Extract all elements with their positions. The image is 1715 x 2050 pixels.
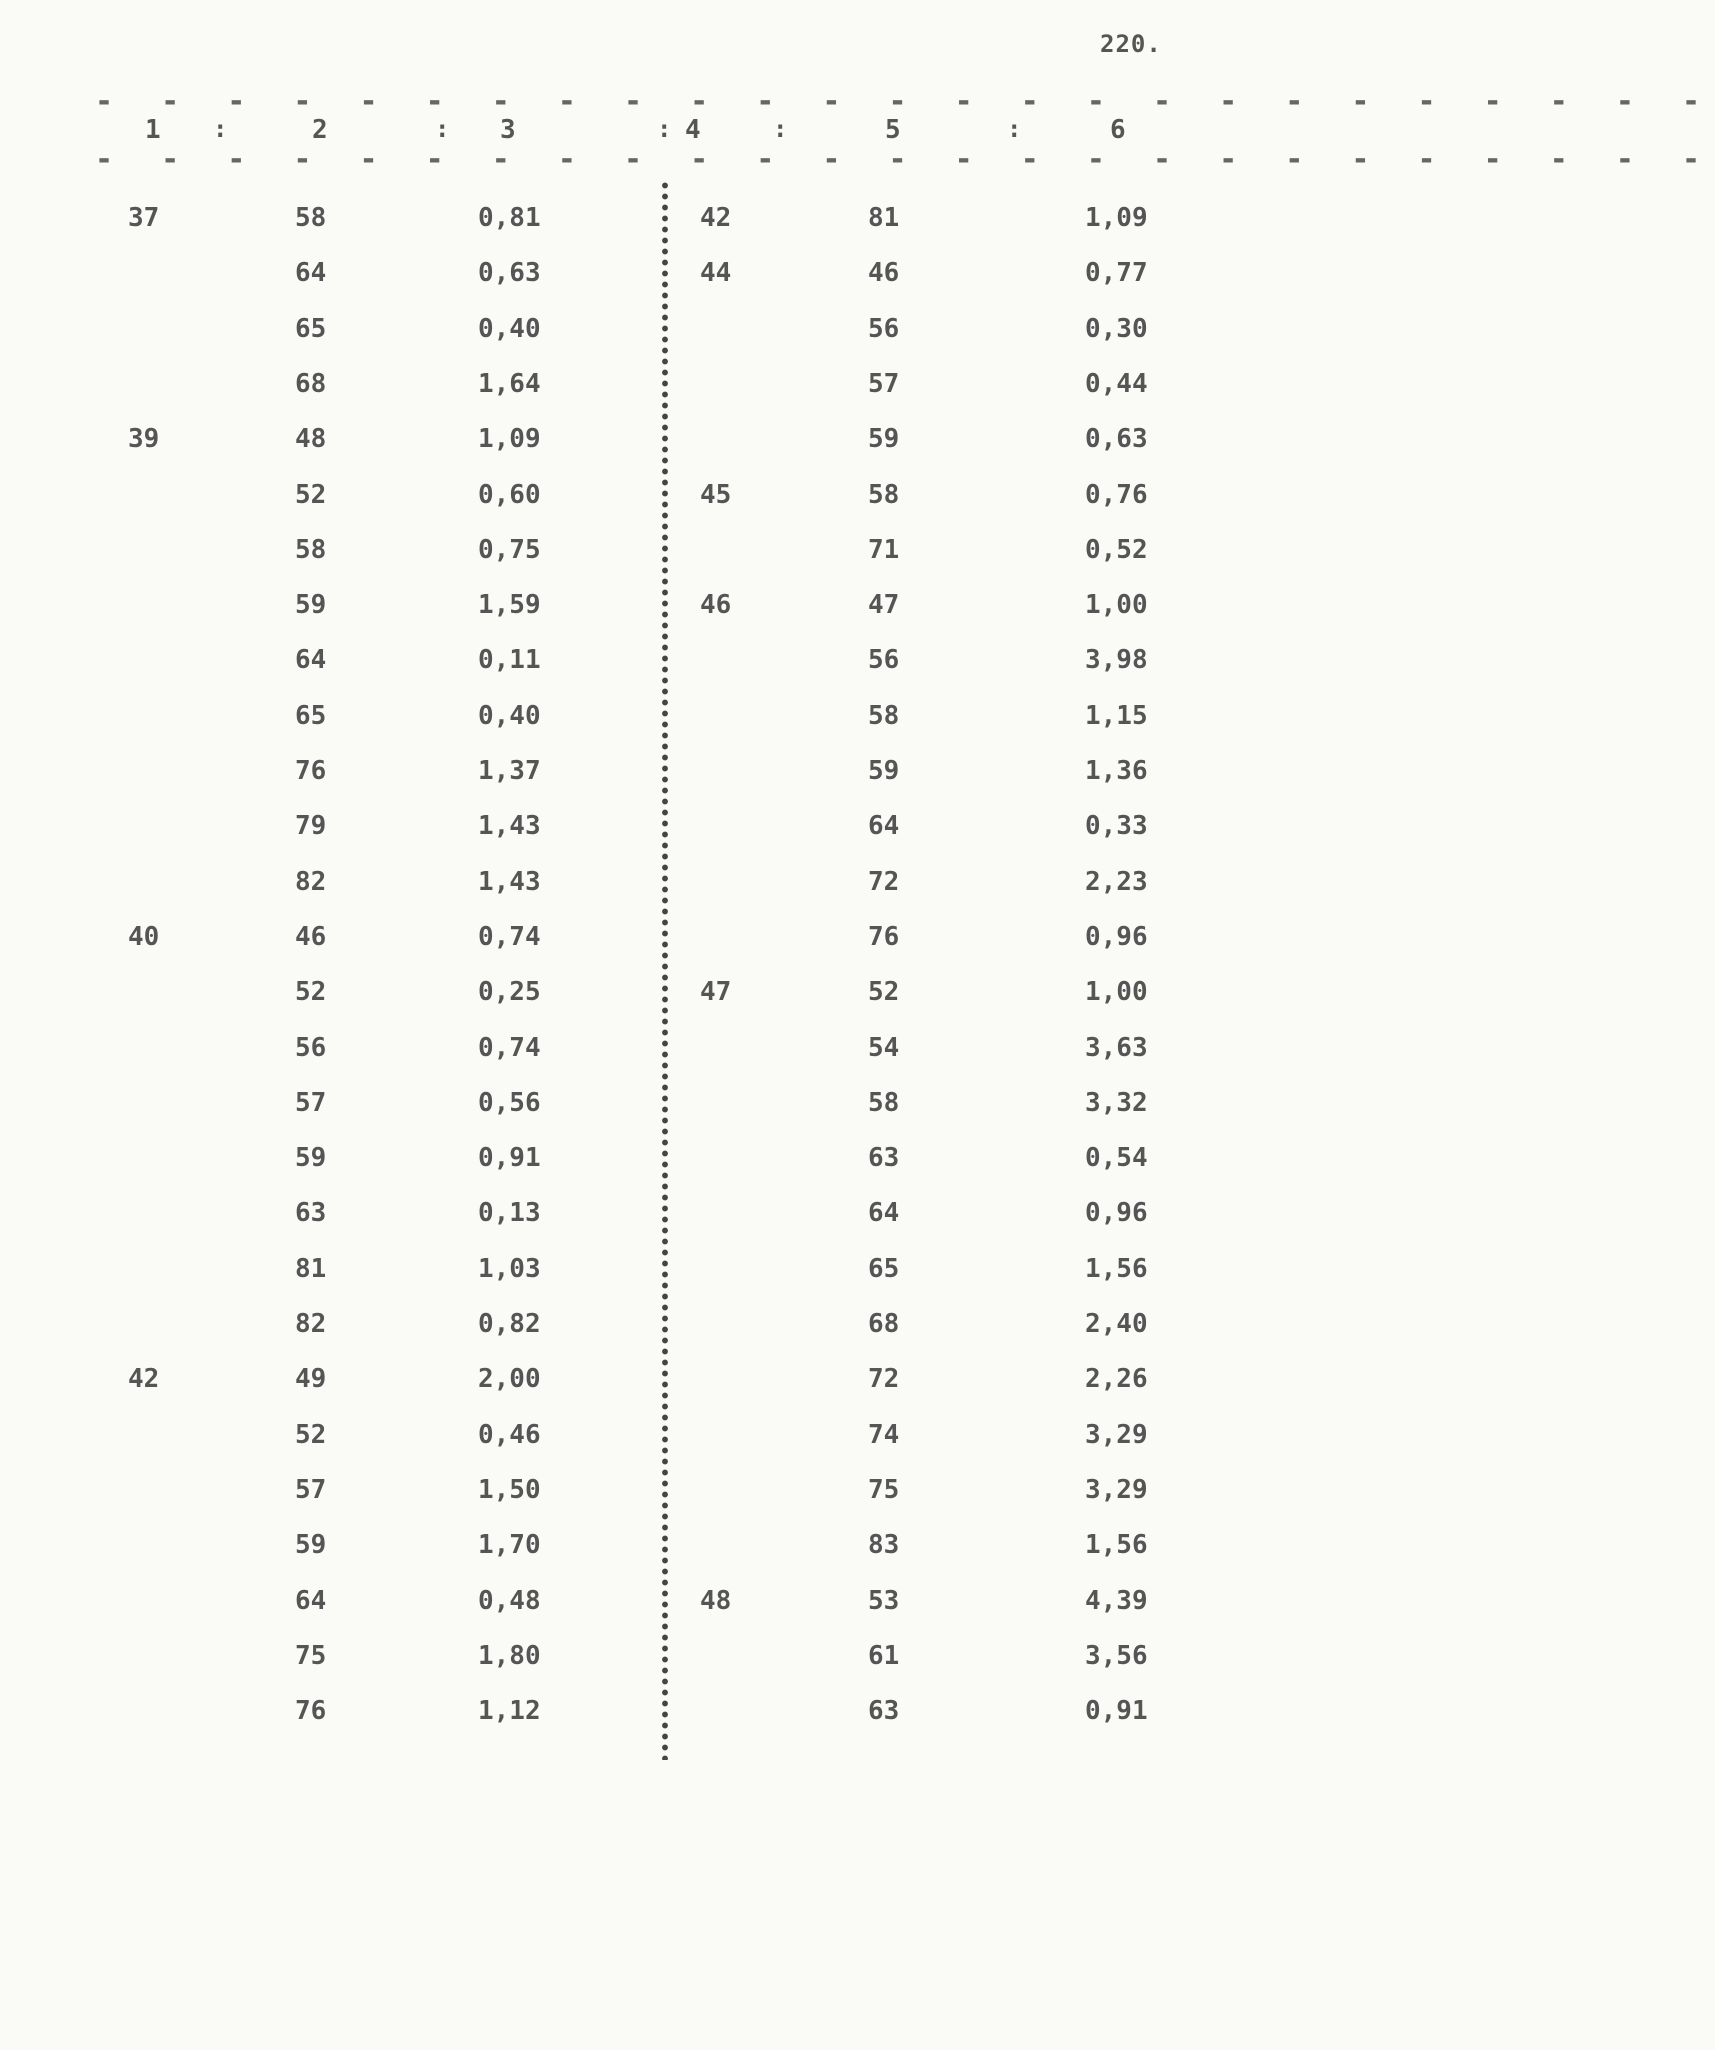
cell-col-2: 48 [295, 424, 327, 454]
cell-col-6: 1,09 [1085, 203, 1148, 233]
cell-col-5: 47 [868, 590, 900, 620]
cell-col-5: 63 [868, 1143, 900, 1173]
cell-col-3: 0,56 [478, 1088, 541, 1118]
cell-col-6: 3,29 [1085, 1420, 1148, 1450]
cell-col-5: 57 [868, 369, 900, 399]
table-row [0, 751, 1291, 791]
cell-col-3: 1,70 [478, 1530, 541, 1560]
cell-col-5: 76 [868, 922, 900, 952]
table-row [0, 1470, 1291, 1510]
header-col-6: 6 [1110, 115, 1126, 145]
cell-col-2: 57 [295, 1088, 327, 1118]
table-row [0, 806, 1291, 846]
table-row [0, 364, 1291, 404]
cell-col-6: 1,15 [1085, 701, 1148, 731]
cell-col-2: 56 [295, 1033, 327, 1063]
cell-col-5: 72 [868, 1364, 900, 1394]
cell-col-5: 63 [868, 1696, 900, 1726]
cell-col-6: 0,63 [1085, 424, 1148, 454]
table-row [0, 253, 1291, 293]
table-row [0, 696, 1291, 736]
cell-col-2: 82 [295, 867, 327, 897]
cell-col-5: 58 [868, 701, 900, 731]
header-separator: : [435, 115, 450, 143]
cell-col-2: 64 [295, 258, 327, 288]
header-top-rule: - - - - - - - - - - - - - - - - - - - - - - - - - [95, 84, 1715, 119]
cell-col-3: 1,64 [478, 369, 541, 399]
table-row [0, 1581, 1291, 1621]
table-row [0, 1415, 1291, 1455]
cell-col-2: 52 [295, 1420, 327, 1450]
cell-col-5: 52 [868, 977, 900, 1007]
header-separator: : [773, 115, 788, 143]
cell-col-2: 58 [295, 203, 327, 233]
cell-col-6: 1,36 [1085, 756, 1148, 786]
table-row [0, 1249, 1291, 1289]
table-row [0, 1028, 1291, 1068]
cell-col-1: 37 [128, 203, 160, 233]
cell-col-6: 3,29 [1085, 1475, 1148, 1505]
cell-col-2: 46 [295, 922, 327, 952]
table-row [0, 475, 1291, 515]
cell-col-3: 1,37 [478, 756, 541, 786]
cell-col-6: 0,91 [1085, 1696, 1148, 1726]
cell-col-4: 44 [700, 258, 732, 288]
header-col-2: 2 [312, 115, 328, 145]
cell-col-2: 81 [295, 1254, 327, 1284]
cell-col-3: 0,40 [478, 701, 541, 731]
cell-col-5: 59 [868, 756, 900, 786]
cell-col-4: 47 [700, 977, 732, 1007]
table-row [0, 640, 1291, 680]
cell-col-3: 1,03 [478, 1254, 541, 1284]
header-separator: : [213, 115, 228, 143]
cell-col-5: 83 [868, 1530, 900, 1560]
cell-col-6: 3,32 [1085, 1088, 1148, 1118]
header-separator: : [657, 115, 672, 143]
cell-col-3: 0,60 [478, 480, 541, 510]
cell-col-2: 49 [295, 1364, 327, 1394]
cell-col-3: 1,80 [478, 1641, 541, 1671]
cell-col-3: 0,48 [478, 1586, 541, 1616]
cell-col-3: 1,43 [478, 811, 541, 841]
cell-col-2: 52 [295, 977, 327, 1007]
cell-col-2: 63 [295, 1198, 327, 1228]
header-col-3: 3 [500, 115, 516, 145]
cell-col-1: 42 [128, 1364, 160, 1394]
table-row [0, 309, 1291, 349]
cell-col-6: 0,77 [1085, 258, 1148, 288]
cell-col-5: 68 [868, 1309, 900, 1339]
table-row [0, 419, 1291, 459]
cell-col-1: 40 [128, 922, 160, 952]
cell-col-2: 68 [295, 369, 327, 399]
cell-col-3: 0,75 [478, 535, 541, 565]
cell-col-2: 59 [295, 1143, 327, 1173]
cell-col-3: 0,63 [478, 258, 541, 288]
cell-col-1: 39 [128, 424, 160, 454]
cell-col-6: 3,56 [1085, 1641, 1148, 1671]
cell-col-3: 0,40 [478, 314, 541, 344]
cell-col-4: 48 [700, 1586, 732, 1616]
cell-col-2: 64 [295, 645, 327, 675]
cell-col-3: 1,09 [478, 424, 541, 454]
cell-col-2: 64 [295, 1586, 327, 1616]
table-row [0, 917, 1291, 957]
cell-col-6: 0,44 [1085, 369, 1148, 399]
cell-col-5: 64 [868, 811, 900, 841]
cell-col-6: 1,00 [1085, 977, 1148, 1007]
cell-col-6: 0,30 [1085, 314, 1148, 344]
cell-col-6: 1,00 [1085, 590, 1148, 620]
cell-col-6: 3,98 [1085, 645, 1148, 675]
cell-col-3: 0,13 [478, 1198, 541, 1228]
cell-col-2: 82 [295, 1309, 327, 1339]
cell-col-5: 58 [868, 1088, 900, 1118]
cell-col-2: 57 [295, 1475, 327, 1505]
cell-col-2: 75 [295, 1641, 327, 1671]
header-bottom-rule: - - - - - - - - - - - - - - - - - - - - - - - - - [95, 142, 1715, 177]
cell-col-3: 0,46 [478, 1420, 541, 1450]
cell-col-6: 0,52 [1085, 535, 1148, 565]
cell-col-6: 0,33 [1085, 811, 1148, 841]
cell-col-6: 1,56 [1085, 1530, 1148, 1560]
cell-col-5: 75 [868, 1475, 900, 1505]
cell-col-5: 59 [868, 424, 900, 454]
cell-col-6: 0,54 [1085, 1143, 1148, 1173]
cell-col-3: 0,11 [478, 645, 541, 675]
cell-col-2: 65 [295, 701, 327, 731]
table-row [0, 862, 1291, 902]
cell-col-3: 0,91 [478, 1143, 541, 1173]
cell-col-5: 46 [868, 258, 900, 288]
cell-col-5: 74 [868, 1420, 900, 1450]
table-row [0, 1138, 1291, 1178]
cell-col-2: 76 [295, 1696, 327, 1726]
cell-col-5: 71 [868, 535, 900, 565]
cell-col-6: 2,40 [1085, 1309, 1148, 1339]
cell-col-5: 56 [868, 645, 900, 675]
cell-col-2: 59 [295, 1530, 327, 1560]
cell-col-4: 46 [700, 590, 732, 620]
cell-col-6: 0,96 [1085, 1198, 1148, 1228]
header-col-5: 5 [885, 115, 901, 145]
table-row [0, 1691, 1291, 1731]
cell-col-6: 2,23 [1085, 867, 1148, 897]
cell-col-5: 81 [868, 203, 900, 233]
cell-col-3: 1,43 [478, 867, 541, 897]
cell-col-5: 61 [868, 1641, 900, 1671]
cell-col-2: 52 [295, 480, 327, 510]
table-row [0, 198, 1291, 238]
cell-col-3: 1,50 [478, 1475, 541, 1505]
cell-col-5: 54 [868, 1033, 900, 1063]
table-row [0, 1083, 1291, 1123]
cell-col-3: 0,81 [478, 203, 541, 233]
cell-col-5: 65 [868, 1254, 900, 1284]
cell-col-2: 65 [295, 314, 327, 344]
table-row [0, 530, 1291, 570]
cell-col-3: 0,82 [478, 1309, 541, 1339]
header-separator: : [1007, 115, 1022, 143]
cell-col-3: 0,74 [478, 922, 541, 952]
cell-col-6: 4,39 [1085, 1586, 1148, 1616]
table-row [0, 972, 1291, 1012]
header-col-1: 1 [145, 115, 161, 145]
cell-col-6: 0,96 [1085, 922, 1148, 952]
cell-col-2: 76 [295, 756, 327, 786]
table-row [0, 585, 1291, 625]
cell-col-3: 0,74 [478, 1033, 541, 1063]
cell-col-4: 45 [700, 480, 732, 510]
cell-col-3: 0,25 [478, 977, 541, 1007]
cell-col-5: 64 [868, 1198, 900, 1228]
table-row [0, 1304, 1291, 1344]
table-row [0, 1193, 1291, 1233]
cell-col-6: 3,63 [1085, 1033, 1148, 1063]
header-col-4: 4 [685, 115, 701, 145]
cell-col-6: 2,26 [1085, 1364, 1148, 1394]
table-row [0, 1636, 1291, 1676]
cell-col-5: 56 [868, 314, 900, 344]
cell-col-5: 72 [868, 867, 900, 897]
cell-col-4: 42 [700, 203, 732, 233]
table-row [0, 1525, 1291, 1565]
cell-col-2: 59 [295, 590, 327, 620]
dotted-column-divider [658, 180, 672, 1760]
page-number: 220. [1100, 30, 1162, 58]
cell-col-2: 79 [295, 811, 327, 841]
cell-col-2: 58 [295, 535, 327, 565]
cell-col-6: 0,76 [1085, 480, 1148, 510]
table-row [0, 1359, 1291, 1399]
cell-col-5: 58 [868, 480, 900, 510]
cell-col-3: 2,00 [478, 1364, 541, 1394]
cell-col-5: 53 [868, 1586, 900, 1616]
cell-col-6: 1,56 [1085, 1254, 1148, 1284]
cell-col-3: 1,12 [478, 1696, 541, 1726]
cell-col-3: 1,59 [478, 590, 541, 620]
